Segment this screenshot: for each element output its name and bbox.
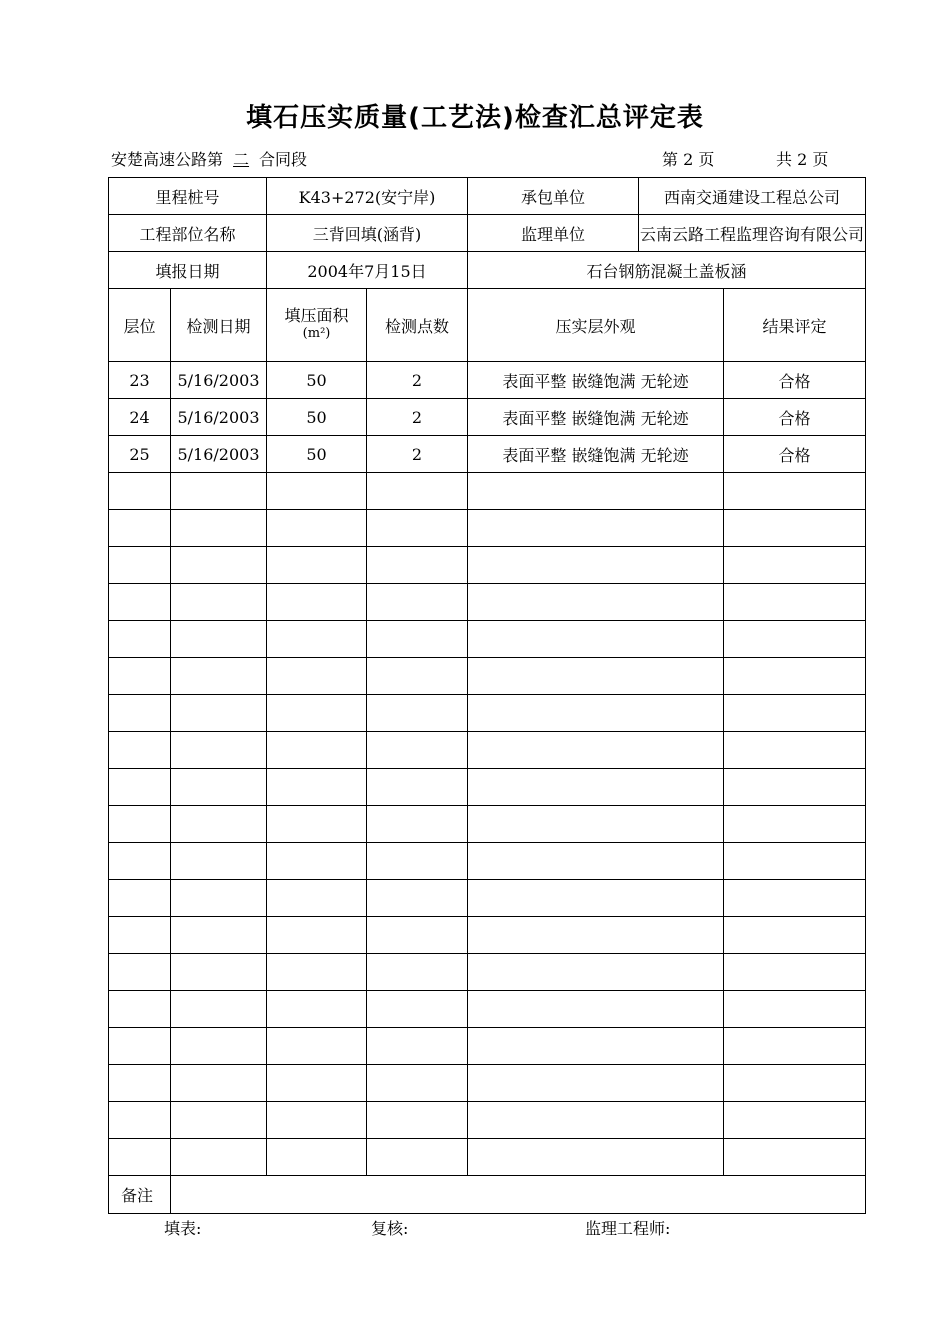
table-row [109, 362, 866, 399]
page-number: 第 2 页 [662, 150, 715, 169]
col-header-appearance: 压实层外观 [468, 289, 724, 362]
info-row-2 [109, 215, 866, 252]
col-header-layer: 层位 [109, 289, 171, 362]
form-title: 填石压实质量(工艺法)检查汇总评定表 [246, 103, 704, 133]
cell-area [267, 806, 367, 843]
cell-appearance [468, 880, 724, 917]
cell-layer [109, 547, 171, 584]
table-row [109, 1102, 866, 1139]
cell-layer [109, 769, 171, 806]
cell-area [267, 547, 367, 584]
cell-appearance [468, 843, 724, 880]
cell-date [171, 547, 267, 584]
table-row [109, 510, 866, 547]
info-label: 承包单位 [468, 178, 639, 215]
col-header-date: 检测日期 [171, 289, 267, 362]
cell-date [171, 1065, 267, 1102]
table-row [109, 1139, 866, 1176]
cell-appearance [468, 1139, 724, 1176]
cell-appearance [468, 584, 724, 621]
cell-layer: 24 [109, 399, 171, 436]
cell-date: 5/16/2003 [171, 399, 267, 436]
cell-appearance [468, 1065, 724, 1102]
cell-date [171, 621, 267, 658]
cell-appearance [468, 1028, 724, 1065]
cell-layer [109, 584, 171, 621]
cell-result: 合格 [724, 436, 866, 473]
table-row [109, 732, 866, 769]
table-row [109, 1065, 866, 1102]
table-row [109, 769, 866, 806]
cell-result [724, 695, 866, 732]
cell-points [367, 1028, 468, 1065]
cell-result [724, 806, 866, 843]
info-value: 三背回填(涵背) [267, 215, 468, 252]
info-value: 云南云路工程监理咨询有限公司 [639, 215, 866, 252]
cell-area [267, 584, 367, 621]
cell-area [267, 991, 367, 1028]
cell-result [724, 991, 866, 1028]
page-total: 共 2 页 [776, 150, 829, 169]
project-suffix: 合同段 [259, 150, 308, 169]
cell-date [171, 769, 267, 806]
col-header-area-label: 填压面积 [284, 306, 349, 325]
col-header-area-unit: (m²) [302, 326, 331, 341]
cell-date [171, 1139, 267, 1176]
cell-layer [109, 510, 171, 547]
cell-appearance [468, 991, 724, 1028]
cell-layer: 25 [109, 436, 171, 473]
cell-points [367, 473, 468, 510]
info-label: 工程部位名称 [109, 215, 267, 252]
cell-appearance [468, 510, 724, 547]
cell-layer [109, 880, 171, 917]
info-value: K43+272(安宁岸) [267, 178, 468, 215]
cell-result: 合格 [724, 362, 866, 399]
cell-date [171, 695, 267, 732]
cell-appearance [468, 621, 724, 658]
cell-result [724, 658, 866, 695]
supervisor-label: 监理工程师: [585, 1219, 671, 1238]
cell-layer [109, 954, 171, 991]
cell-points [367, 880, 468, 917]
cell-points [367, 658, 468, 695]
cell-points [367, 584, 468, 621]
table-row [109, 917, 866, 954]
cell-points [367, 621, 468, 658]
cell-points: 2 [367, 436, 468, 473]
info-row-3 [109, 252, 866, 289]
cell-points [367, 732, 468, 769]
cell-date [171, 732, 267, 769]
cell-appearance [468, 1102, 724, 1139]
cell-layer [109, 1065, 171, 1102]
cell-area [267, 695, 367, 732]
cell-points [367, 769, 468, 806]
info-label: 里程桩号 [109, 178, 267, 215]
project-prefix: 安楚高速公路第 [111, 150, 224, 169]
cell-appearance [468, 473, 724, 510]
cell-points [367, 547, 468, 584]
info-value: 2004年7月15日 [267, 252, 468, 289]
cell-appearance: 表面平整 嵌缝饱满 无轮迹 [468, 362, 724, 399]
cell-result [724, 769, 866, 806]
cell-area: 50 [267, 436, 367, 473]
cell-area [267, 917, 367, 954]
cell-points: 2 [367, 399, 468, 436]
cell-date [171, 584, 267, 621]
column-header-row [109, 289, 866, 362]
cell-appearance [468, 806, 724, 843]
cell-area [267, 621, 367, 658]
cell-layer [109, 806, 171, 843]
cell-date [171, 1028, 267, 1065]
cell-points [367, 991, 468, 1028]
cell-result [724, 843, 866, 880]
cell-result [724, 954, 866, 991]
cell-area: 50 [267, 362, 367, 399]
cell-area [267, 1102, 367, 1139]
cell-appearance: 表面平整 嵌缝饱满 无轮迹 [468, 399, 724, 436]
cell-points: 2 [367, 362, 468, 399]
cell-area [267, 880, 367, 917]
table-row [109, 843, 866, 880]
cell-date [171, 880, 267, 917]
cell-date [171, 954, 267, 991]
cell-date: 5/16/2003 [171, 436, 267, 473]
cell-appearance [468, 547, 724, 584]
cell-area [267, 954, 367, 991]
cell-layer [109, 1139, 171, 1176]
remarks-label: 备注 [109, 1176, 171, 1214]
cell-area [267, 843, 367, 880]
cell-date [171, 473, 267, 510]
col-header-points: 检测点数 [367, 289, 468, 362]
cell-date [171, 843, 267, 880]
cell-appearance [468, 917, 724, 954]
cell-area [267, 658, 367, 695]
cell-date: 5/16/2003 [171, 362, 267, 399]
filled-by-label: 填表: [164, 1219, 202, 1238]
cell-result [724, 621, 866, 658]
cell-layer [109, 473, 171, 510]
table-row [109, 991, 866, 1028]
cell-result [724, 473, 866, 510]
table-row [109, 621, 866, 658]
cell-date [171, 658, 267, 695]
col-header-area [267, 289, 367, 362]
cell-points [367, 917, 468, 954]
cell-layer [109, 695, 171, 732]
table-row [109, 954, 866, 991]
cell-area [267, 1139, 367, 1176]
cell-result [724, 1139, 866, 1176]
cell-points [367, 1139, 468, 1176]
cell-result [724, 1102, 866, 1139]
table-row [109, 436, 866, 473]
cell-area [267, 1028, 367, 1065]
cell-layer [109, 1028, 171, 1065]
cell-points [367, 1065, 468, 1102]
info-value: 西南交通建设工程总公司 [639, 178, 866, 215]
cell-date [171, 1102, 267, 1139]
cell-result [724, 584, 866, 621]
cell-points [367, 695, 468, 732]
cell-appearance [468, 769, 724, 806]
cell-points [367, 1102, 468, 1139]
cell-result [724, 732, 866, 769]
remarks-value [171, 1176, 866, 1214]
cell-layer [109, 1102, 171, 1139]
cell-area [267, 732, 367, 769]
cell-appearance: 表面平整 嵌缝饱满 无轮迹 [468, 436, 724, 473]
cell-layer: 23 [109, 362, 171, 399]
cell-appearance [468, 954, 724, 991]
cell-area: 50 [267, 399, 367, 436]
cell-area [267, 1065, 367, 1102]
table-row [109, 547, 866, 584]
cell-result [724, 880, 866, 917]
cell-result: 合格 [724, 399, 866, 436]
info-label: 监理单位 [468, 215, 639, 252]
cell-area [267, 473, 367, 510]
summary-table [108, 177, 866, 1214]
cell-points [367, 806, 468, 843]
info-label: 填报日期 [109, 252, 267, 289]
table-row [109, 584, 866, 621]
cell-appearance [468, 695, 724, 732]
cell-layer [109, 658, 171, 695]
project-line [111, 147, 307, 170]
cell-layer [109, 732, 171, 769]
table-row [109, 658, 866, 695]
cell-appearance [468, 658, 724, 695]
cell-points [367, 510, 468, 547]
cell-area [267, 510, 367, 547]
cell-layer [109, 621, 171, 658]
reviewed-by-label: 复核: [371, 1219, 409, 1238]
col-header-result: 结果评定 [724, 289, 866, 362]
structure-name: 石台钢筋混凝土盖板涵 [468, 252, 866, 289]
contract-number: 二 [233, 150, 250, 169]
cell-result [724, 1065, 866, 1102]
cell-result [724, 547, 866, 584]
cell-result [724, 1028, 866, 1065]
table-row [109, 806, 866, 843]
info-row-1 [109, 178, 866, 215]
cell-appearance [468, 732, 724, 769]
table-row [109, 880, 866, 917]
remarks-row [109, 1176, 866, 1214]
table-row [109, 1028, 866, 1065]
cell-points [367, 843, 468, 880]
cell-date [171, 991, 267, 1028]
cell-layer [109, 917, 171, 954]
cell-layer [109, 991, 171, 1028]
cell-date [171, 510, 267, 547]
cell-layer [109, 843, 171, 880]
cell-date [171, 806, 267, 843]
cell-date [171, 917, 267, 954]
table-row [109, 473, 866, 510]
cell-points [367, 954, 468, 991]
cell-area [267, 769, 367, 806]
cell-result [724, 917, 866, 954]
table-row [109, 695, 866, 732]
cell-result [724, 510, 866, 547]
table-row [109, 399, 866, 436]
